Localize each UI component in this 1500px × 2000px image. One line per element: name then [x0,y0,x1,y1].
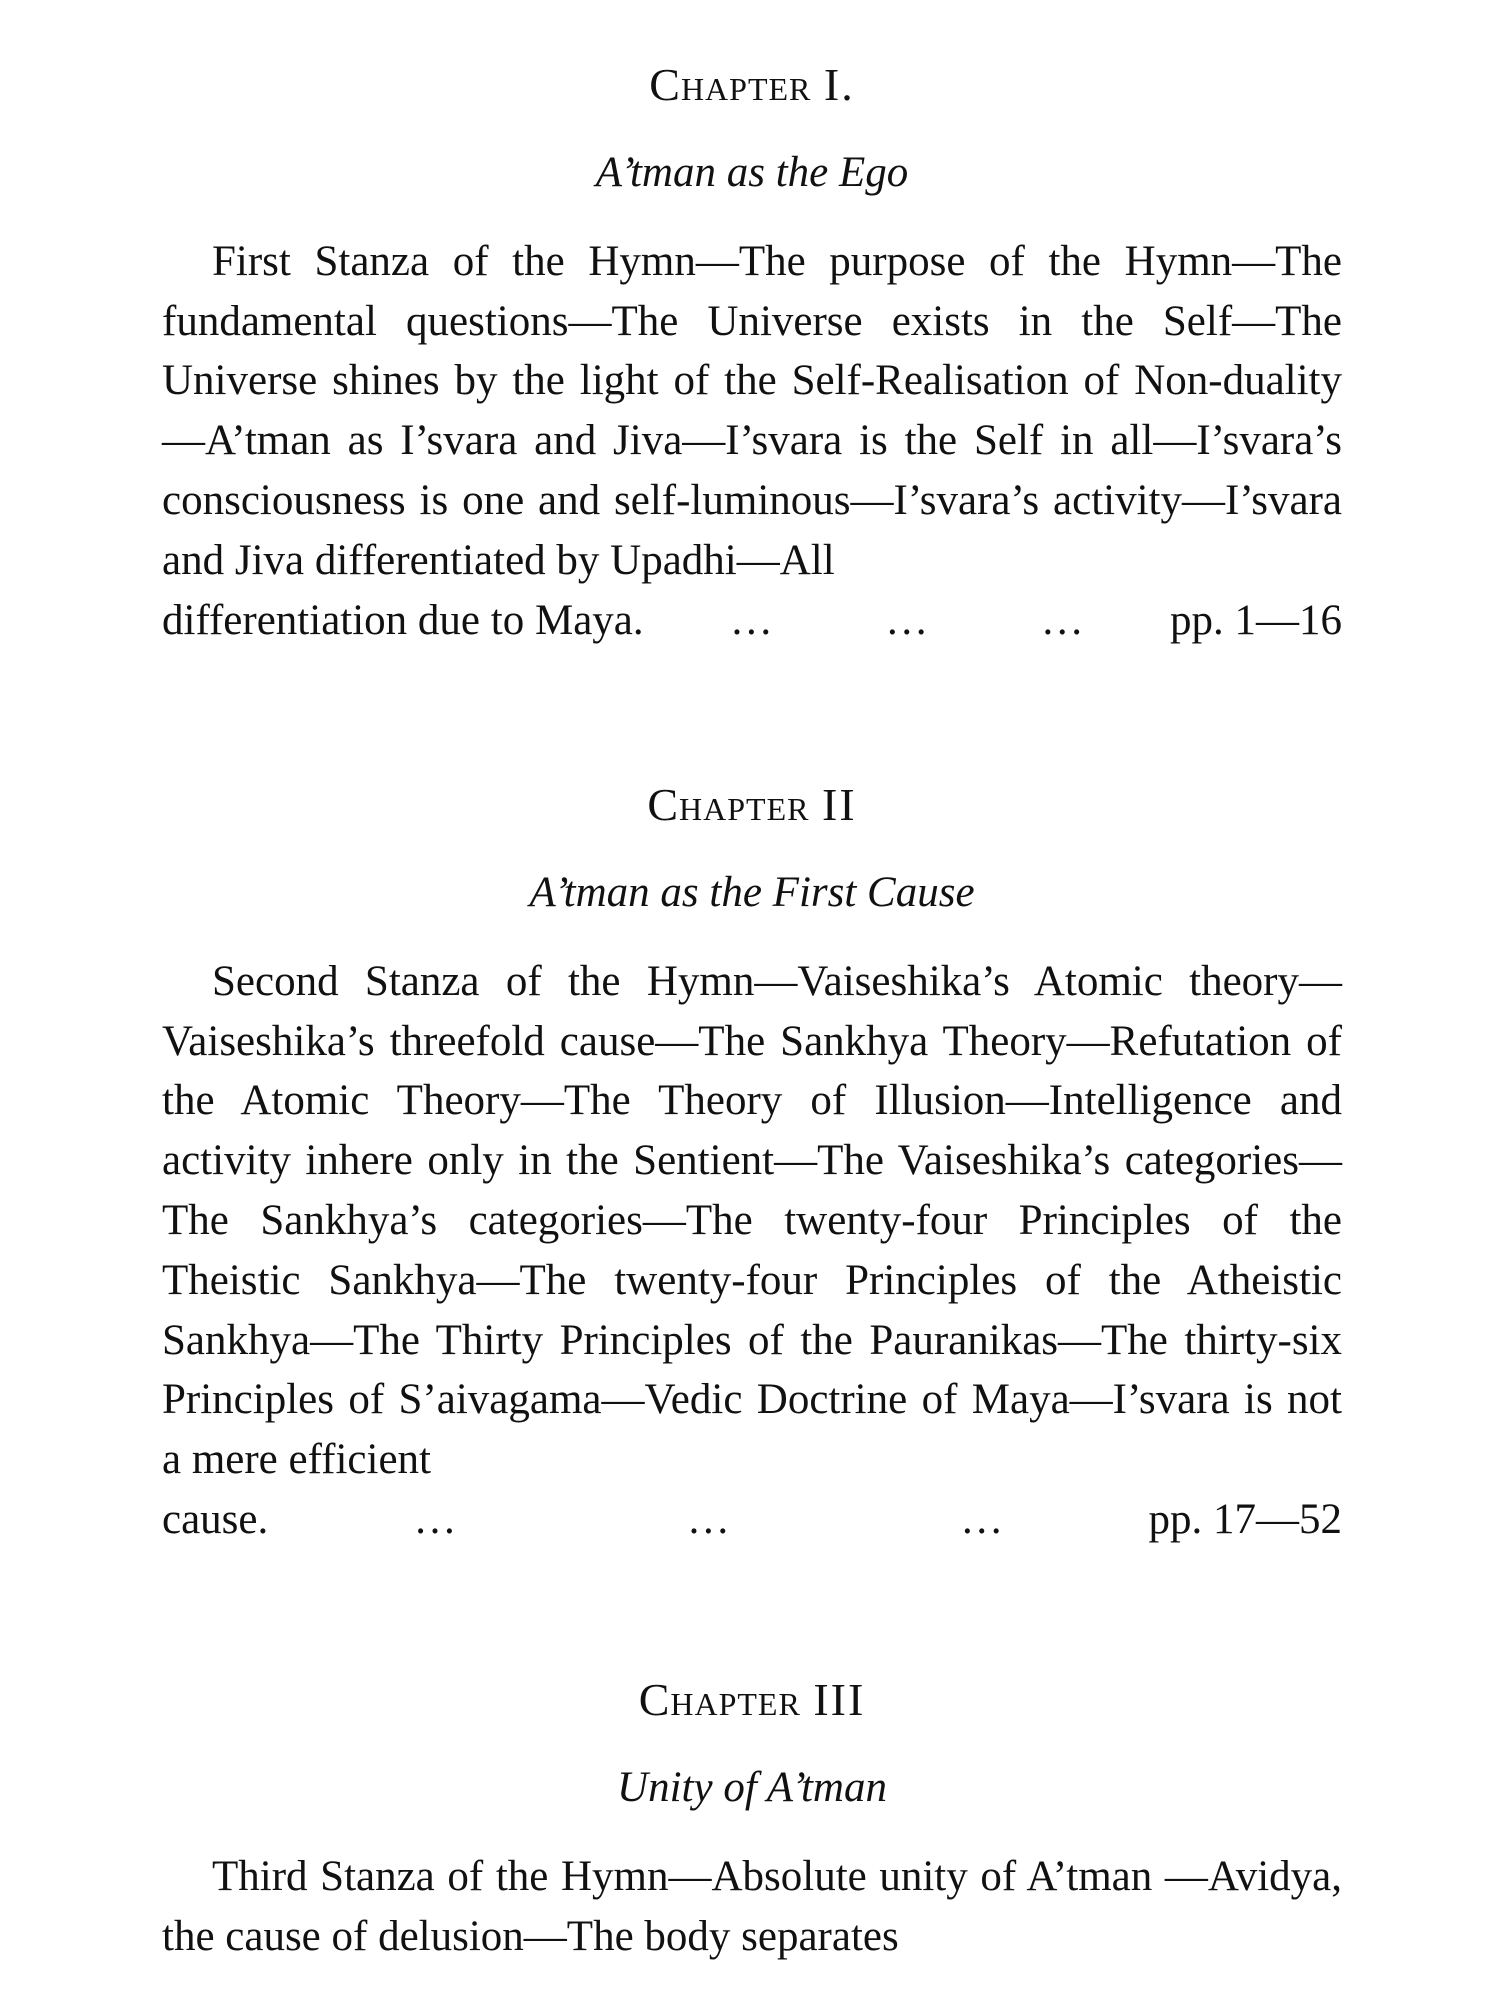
chapter-1-page-range: pp. 1—16 [1170,596,1342,644]
chapter-2-section [162,780,1342,1550]
chapter-3-title: Unity of A’tman [617,1763,887,1811]
chapter-1-title: A’tman as the Ego [595,148,909,196]
leader-dots: … [686,1496,730,1544]
chapter-1-section [162,60,1342,650]
chapter-3-heading [162,1675,1342,1726]
chapter-1-leader-dots [644,591,1170,651]
leader-dots: … [960,1496,1004,1544]
chapter-2-heading-number: II [822,779,857,830]
chapter-2-synopsis-end: cause. [162,1496,269,1544]
leader-dots: … [885,596,929,644]
chapter-2-leader-dots [268,1490,1148,1550]
chapter-3-heading-number: III [813,1674,866,1725]
chapter-2-synopsis: Second Stanza of the Hymn—Vaiseshika’s Atomic theory—Vaiseshika’s threefold cause—The Sankhya Theory—Refutation of the Atomic Theory—The Theory of Illusion—Intelligence and activity inhere only in the Sentient—The Vaiseshika’s categories—The Sankhya’s categories—The twenty-four Principles of the Theistic Sankhya—The twenty-four Principles of the Atheistic Sankhya—The Thirty Principles of the Pauranikas—The thirty-six Principles of S’aivagama—Vedic Doctrine of Maya—I’svara is not a mere efficient [162,957,1342,1484]
chapter-2-heading [162,780,1342,831]
chapter-1-heading-word: Chapter [649,59,812,110]
leader-dots: … [413,1496,457,1544]
chapter-2-title: A’tman as the First Cause [529,868,975,916]
chapter-2-page-range-line [162,1490,1342,1550]
chapter-2-heading-word: Chapter [647,779,810,830]
leader-dots: … [1040,596,1084,644]
chapter-1-page-range-line [162,591,1342,651]
chapter-2-page-range: pp. 17—52 [1148,1496,1342,1544]
chapter-1-heading [162,60,1342,111]
chapter-1-synopsis-end: differentiation due to Maya. [162,596,644,644]
chapter-3-synopsis: Third Stanza of the Hymn—Absolute unity of A’tman —Avidya, the cause of delusion—The body separates [162,1852,1342,1960]
chapter-1-heading-number: I. [823,59,855,110]
chapter-3-section [162,1675,1342,1966]
chapter-3-heading-word: Chapter [638,1674,801,1725]
chapter-1-synopsis: First Stanza of the Hymn—The purpose of the Hymn—The fundamental questions—The Universe exists in the Self—The Universe shines by the light of the Self-Realisation of Non-duality—A’tman as I’svara and Jiva—I’svara is the Self in all—I’svara’s consciousness is one and self-luminous—I’svara’s activity—I’svara and Jiva differentiated by Upadhi—All [162,237,1342,584]
leader-dots: … [729,596,773,644]
